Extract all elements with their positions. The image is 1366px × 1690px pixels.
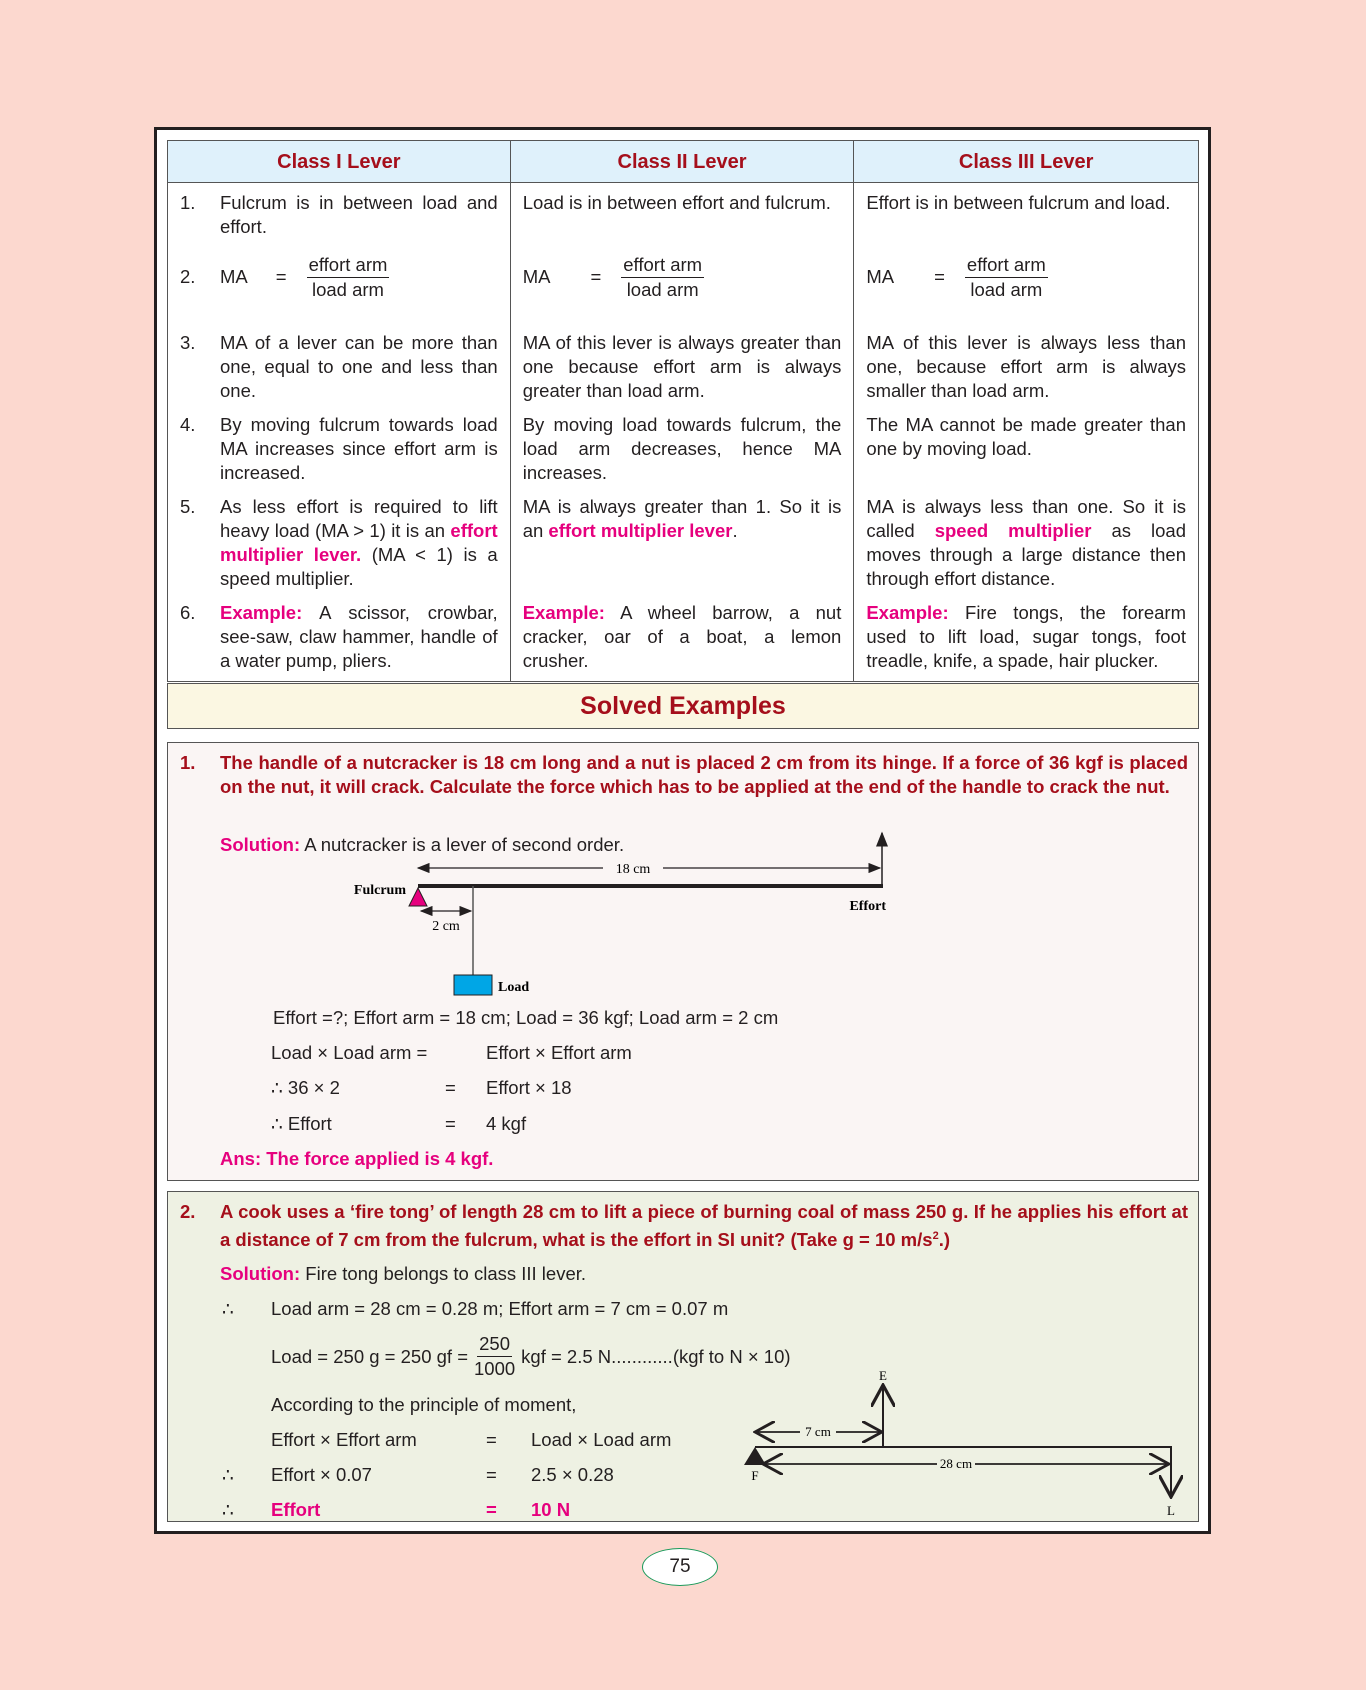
table-row [168, 183, 1199, 246]
cell: Fulcrum is in between load and effort. [220, 192, 498, 237]
ma-label: MA [866, 266, 895, 287]
row-number: 6. [180, 602, 196, 623]
example-2 [167, 1191, 1199, 1522]
superscript: 2 [932, 1230, 939, 1242]
given-values: Effort =?; Effort arm = 18 cm; Load = 36 kgf; Load arm = 2 cm [273, 1007, 779, 1028]
cell-text: As less effort is required to lift heavy load (MA > 1) it is an [220, 496, 498, 541]
short-label: 2 cm [432, 919, 460, 934]
cell: MA of this lever is always greater than one because effort arm is always greater than load arm. [510, 327, 854, 409]
example-label: Example: [522, 602, 605, 623]
cell-text: A scissor, crowbar, see-saw, claw hammer, handle of a water pump, pliers. [220, 602, 498, 671]
textbook-page [154, 127, 1211, 1534]
table-header-row [168, 141, 1199, 183]
equals: = [590, 266, 602, 287]
denominator: load arm [626, 278, 699, 300]
highlight: speed multiplier [934, 520, 1092, 541]
equation-right: 10 N [531, 1499, 571, 1520]
solution-label: Solution: [220, 1263, 301, 1284]
numerator: 250 [477, 1332, 512, 1357]
equals: = [486, 1499, 497, 1520]
question-number: 2. [180, 1201, 196, 1222]
cell: Load is in between effort and fulcrum. [510, 183, 854, 246]
question-text: The handle of a nutcracker is 18 cm long and a nut is placed 2 cm from its hinge. If a force of 36 kgf is placed on the nut, it will crack. Calculate the force which has to be applied at the end of the handle to crack the nut. [220, 752, 1188, 797]
highlight: effort multiplier lever [548, 520, 733, 541]
therefore-symbol: ∴ [222, 1464, 234, 1485]
equals: = [445, 1113, 456, 1134]
table-row [168, 491, 1199, 597]
solution-line [220, 1262, 586, 1286]
denominator: 1000 [474, 1358, 516, 1379]
equation-left: Effort × 0.07 [271, 1464, 372, 1485]
effort-label: Effort [849, 899, 886, 914]
numerator: effort arm [307, 253, 390, 278]
question-text: A cook uses a ‘fire tong’ of length 28 cm to lift a piece of burning coal of mass 250 g. If he applies his effort at a distance of 7 cm from the fulcrum, what is the effort in SI unit? (Take g = 10 m/s [220, 1201, 1188, 1251]
row-number: 1. [180, 192, 196, 213]
denominator: load arm [970, 278, 1043, 300]
effort-arm-label: 7 cm [805, 1424, 831, 1439]
equals: = [445, 1077, 456, 1098]
fire-tong-diagram [743, 1367, 1203, 1517]
row-number: 4. [180, 414, 196, 435]
table-row [168, 327, 1199, 409]
example-label: Example: [220, 602, 303, 623]
equals: = [934, 266, 945, 287]
highlight: effort multiplier lever. [220, 520, 498, 565]
equals: = [486, 1464, 497, 1485]
table-row [168, 597, 1199, 682]
equation-left: Effort × Effort arm [271, 1429, 417, 1450]
load-label: Load [498, 980, 530, 995]
equals: = [486, 1429, 497, 1450]
solved-examples-heading: Solved Examples [167, 683, 1199, 729]
equation-right: Effort × 18 [486, 1077, 572, 1098]
row-number: 2. [180, 266, 196, 287]
equation-right: 4 kgf [486, 1113, 527, 1134]
therefore-symbol: ∴ [222, 1298, 234, 1319]
row-number: 3. [180, 332, 196, 353]
table-row [168, 409, 1199, 491]
cell-text: as load moves through a large distance then through effort distance. [866, 520, 1186, 589]
question-text: .) [938, 1229, 950, 1251]
cell: Effort is in between fulcrum and load. [854, 183, 1199, 246]
equation-left: ∴ 36 × 2 [271, 1077, 340, 1098]
cell-text: MA is always less than one. So it is called [866, 496, 1186, 541]
equation-right: Load × Load arm [531, 1429, 672, 1450]
equation-right: 2.5 × 0.28 [531, 1464, 614, 1485]
ma-fraction [307, 253, 390, 302]
nutcracker-diagram [338, 828, 938, 998]
ma-label: MA [522, 266, 551, 287]
solution-text: A nutcracker is a lever of second order. [300, 834, 625, 855]
equals: = [275, 266, 287, 287]
cell-text: A wheel barrow, a nut cracker, oar of a boat, a lemon crusher. [522, 602, 842, 671]
table-row [168, 245, 1199, 327]
load-fraction [474, 1332, 515, 1381]
cell: MA of this lever is always less than one, because effort arm is always smaller than load arm. [854, 327, 1199, 409]
numerator: effort arm [965, 253, 1048, 278]
principle-line: According to the principle of moment, [271, 1394, 577, 1415]
ma-fraction [965, 253, 1048, 302]
answer: Ans: The force applied is 4 kgf. [220, 1148, 494, 1169]
load-text: Load = 250 g = 250 gf = [271, 1345, 468, 1367]
question-number: 1. [180, 752, 196, 773]
numerator: effort arm [621, 253, 704, 278]
cell: The MA cannot be made greater than one by moving load. [854, 409, 1199, 491]
equation-right: Effort × Effort arm [486, 1042, 632, 1063]
example-1 [167, 742, 1199, 1181]
fulcrum-label: F [751, 1468, 759, 1483]
cell: By moving load towards fulcrum, the load arm decreases, hence MA increases. [510, 409, 854, 491]
equation-left: Load × Load arm = [271, 1042, 428, 1063]
effort-label: E [879, 1368, 887, 1383]
equation-left: Effort [271, 1499, 321, 1520]
ma-label: MA [220, 266, 248, 287]
load-text: kgf = 2.5 N............(kgf to N × 10) [521, 1345, 791, 1367]
header-class-3: Class III Lever [854, 141, 1199, 183]
lever-comparison-table [167, 140, 1199, 682]
example-label: Example: [866, 602, 949, 623]
cell-text: Fire tongs, the forearm used to lift load, sugar tongs, foot treadle, knife, a spade, hair plucker. [866, 602, 1186, 671]
solution-label: Solution: [220, 834, 301, 855]
equation-left: ∴ Effort [271, 1113, 332, 1134]
load-arm-label: 28 cm [939, 1456, 973, 1471]
header-class-1: Class I Lever [168, 141, 511, 183]
ma-fraction [621, 253, 704, 302]
cell-text: (MA < 1) is a speed multiplier. [220, 544, 498, 589]
cell: By moving fulcrum towards load MA increases since effort arm is increased. [220, 414, 498, 483]
row-number: 5. [180, 496, 196, 517]
therefore-symbol: ∴ [222, 1499, 234, 1520]
solution-text: Fire tong belongs to class III lever. [300, 1263, 587, 1284]
fulcrum-triangle [744, 1447, 766, 1465]
load-block [454, 975, 492, 995]
page-number: 75 [642, 1548, 718, 1586]
length-label: 18 cm [615, 862, 651, 877]
header-class-2: Class II Lever [510, 141, 854, 183]
cell-text: MA is always greater than 1. So it is an [522, 496, 842, 541]
fulcrum-label: Fulcrum [353, 883, 406, 898]
cell-text: . [732, 520, 738, 541]
cell: MA of a lever can be more than one, equal to one and less than one. [220, 332, 498, 401]
load-line [271, 1332, 791, 1381]
fulcrum-triangle [409, 888, 427, 906]
denominator: load arm [311, 278, 384, 300]
arms-line: Load arm = 28 cm = 0.28 m; Effort arm = 7 cm = 0.07 m [271, 1298, 729, 1319]
load-label: L [1167, 1503, 1175, 1517]
